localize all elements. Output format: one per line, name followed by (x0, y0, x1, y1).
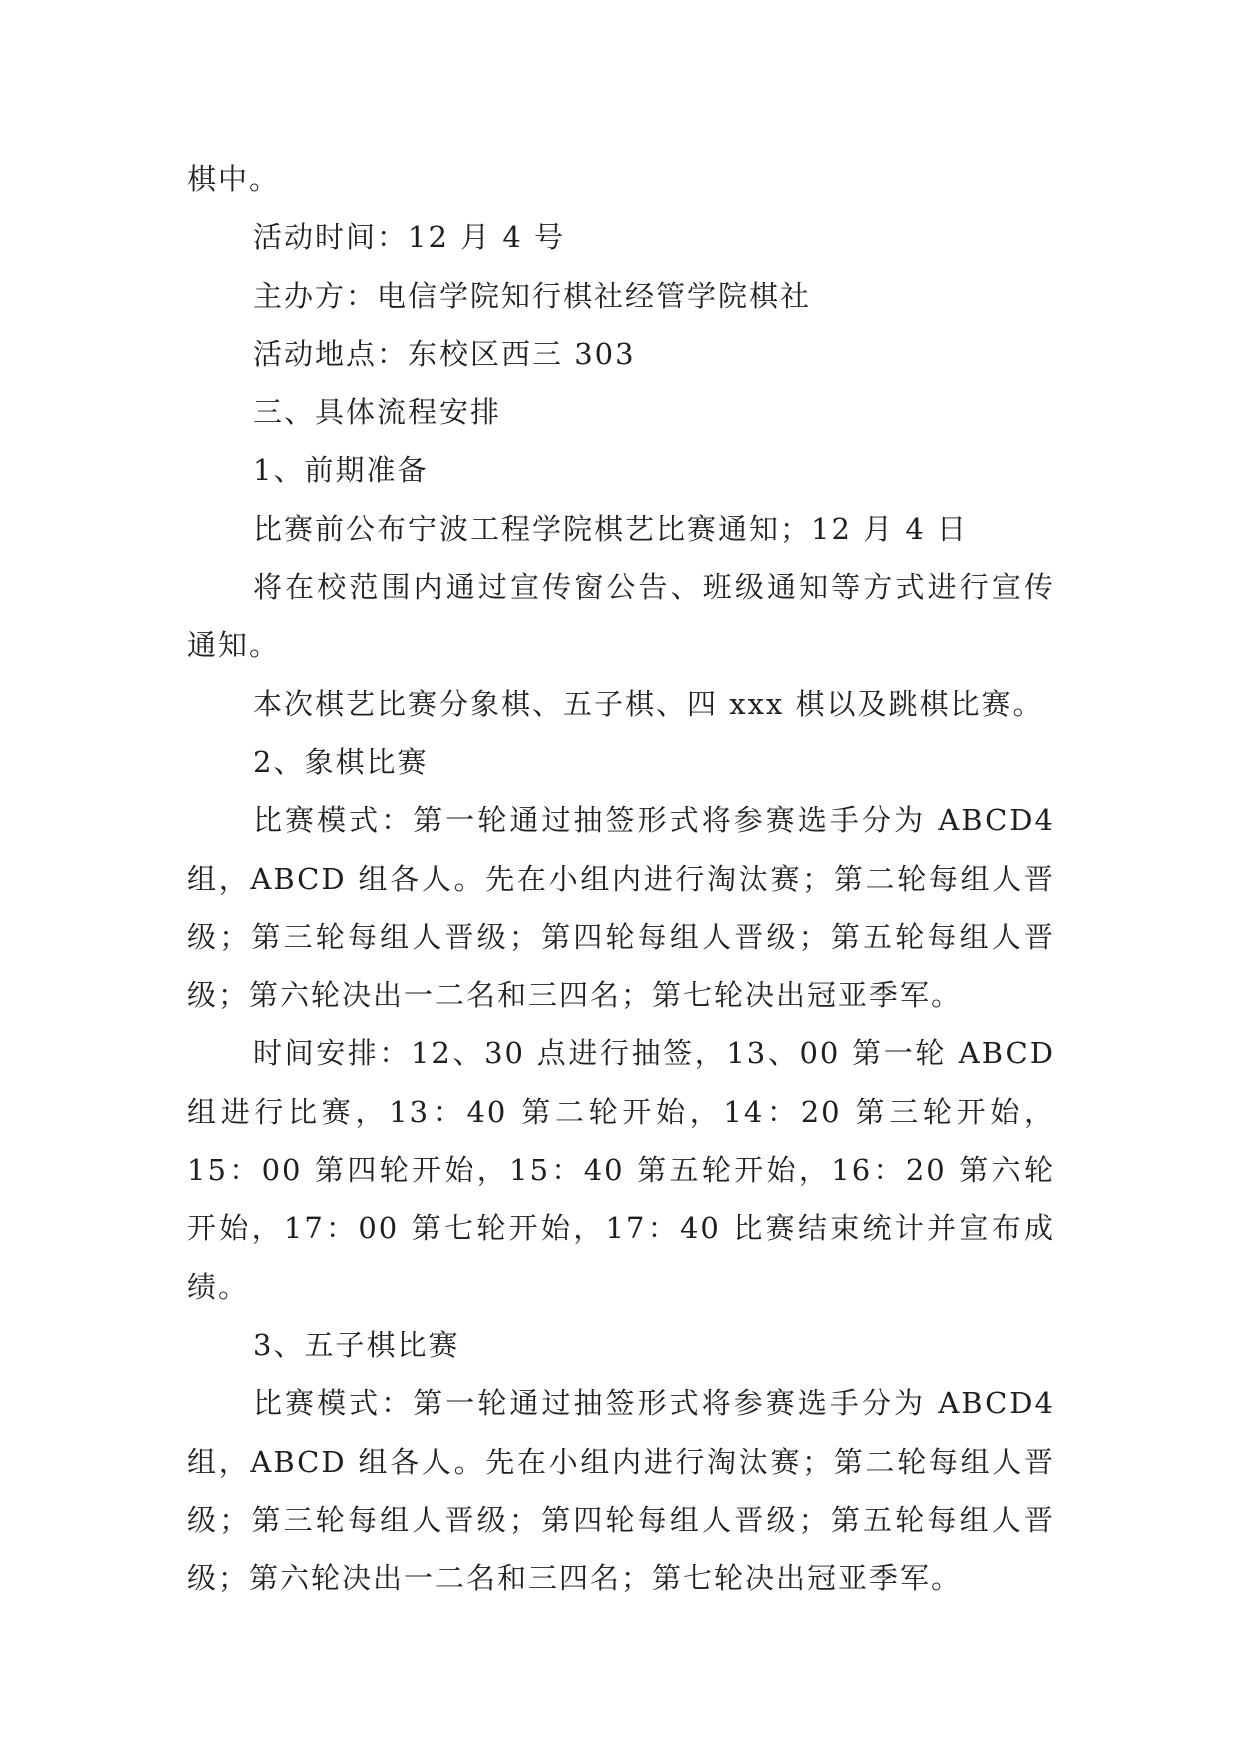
paragraph-gomoku-format: 比赛模式：第一轮通过抽签形式将参赛选手分为 ABCD4 组，ABCD 组各人。先在小组内进行淘汰赛；第二轮每组人晋级；第三轮每组人晋级；第四轮每组人晋级；第五轮每组人晋级；第六轮决出一二名和三四名；第七轮决出冠亚季军。 (187, 1386, 1055, 1596)
paragraph-publicity: 将在校范围内通过宣传窗公告、班级通知等方式进行宣传通知。 (187, 570, 1055, 663)
subheading-gomoku: 3、五子棋比赛 (253, 1327, 460, 1362)
paragraph-categories: 本次棋艺比赛分象棋、五子棋、四 xxx 棋以及跳棋比赛。 (253, 686, 1044, 721)
paragraph-organizer: 主办方：电信学院知行棋社经管学院棋社 (253, 278, 812, 313)
paragraph-chess-format: 比赛模式：第一轮通过抽签形式将参赛选手分为 ABCD4 组，ABCD 组各人。先在小组内进行淘汰赛；第二轮每组人晋级；第三轮每组人晋级；第四轮每组人晋级；第五轮每组人晋级；第六轮决出一二名和三四名；第七轮决出冠亚季军。 (187, 803, 1055, 1013)
paragraph-activity-location: 活动地点：东校区西三 303 (253, 336, 636, 371)
paragraph-chess-schedule: 时间安排：12、30 点进行抽签，13、00 第一轮 ABCD 组进行比赛，13：40 第二轮开始，14：20 第三轮开始，15：00 第四轮开始，15：40 第五轮开始，16：20 第六轮开始，17：00 第七轮开始，17：40 比赛结束统计并宣布成绩。 (187, 1036, 1055, 1304)
subheading-chess: 2、象棋比赛 (253, 744, 429, 779)
section-heading-process: 三、具体流程安排 (253, 395, 502, 430)
paragraph-announcement: 比赛前公布宁波工程学院棋艺比赛通知；12 月 4 日 (253, 511, 969, 546)
subheading-preparation: 1、前期准备 (253, 453, 429, 488)
paragraph-continuation: 棋中。 (187, 162, 281, 196)
document-body (187, 150, 1055, 1607)
paragraph-activity-time: 活动时间：12 月 4 号 (253, 220, 566, 255)
